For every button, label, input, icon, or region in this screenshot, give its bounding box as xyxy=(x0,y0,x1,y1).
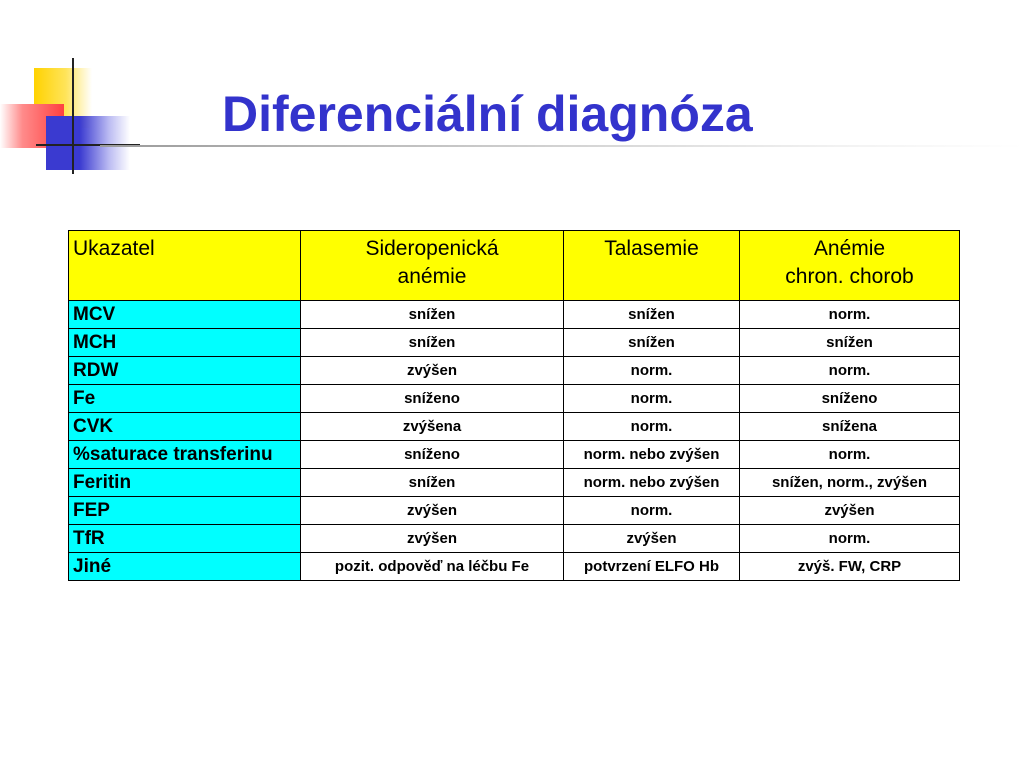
table-cell: sníženo xyxy=(301,441,564,469)
table-cell: zvýšen xyxy=(564,525,740,553)
header-text: chron. chorob xyxy=(785,265,914,288)
row-label: RDW xyxy=(69,357,301,385)
slide-decoration-logo xyxy=(0,0,140,180)
table-cell: zvýšen xyxy=(740,497,960,525)
table-cell: zvýš. FW, CRP xyxy=(740,553,960,581)
row-label: TfR xyxy=(69,525,301,553)
header-cell-chronic-disease xyxy=(740,231,960,301)
title-underline-rule xyxy=(100,145,1024,147)
header-text: anémie xyxy=(397,265,467,288)
slide-title: Diferenciální diagnóza xyxy=(222,86,753,142)
table-cell: snížen xyxy=(301,469,564,497)
row-label: CVK xyxy=(69,413,301,441)
table-cell: norm. nebo zvýšen xyxy=(564,441,740,469)
table-cell: norm. xyxy=(564,357,740,385)
table-cell: snížen xyxy=(301,301,564,329)
table-cell: snížen xyxy=(301,329,564,357)
table-row xyxy=(69,413,960,441)
row-label: MCV xyxy=(69,301,301,329)
table-cell: snížen, norm., zvýšen xyxy=(740,469,960,497)
header-text: Sideropenická xyxy=(365,237,499,260)
table-cell: norm. xyxy=(740,357,960,385)
row-label: %saturace transferinu xyxy=(69,441,301,469)
table-cell: snížena xyxy=(740,413,960,441)
table-row xyxy=(69,553,960,581)
row-label: Jiné xyxy=(69,553,301,581)
decoration-vertical-line xyxy=(72,58,74,174)
table-cell: potvrzení ELFO Hb xyxy=(564,553,740,581)
decoration-blue-square xyxy=(46,116,130,170)
table-cell: norm. xyxy=(564,413,740,441)
header-cell-thalassemia xyxy=(564,231,740,301)
header-text: Ukazatel xyxy=(73,237,155,260)
table-row xyxy=(69,441,960,469)
row-label: MCH xyxy=(69,329,301,357)
row-label: FEP xyxy=(69,497,301,525)
table-cell: zvýšena xyxy=(301,413,564,441)
table-cell: norm. xyxy=(564,385,740,413)
table-cell: norm. xyxy=(740,525,960,553)
table-row xyxy=(69,301,960,329)
table-cell: norm. xyxy=(740,441,960,469)
table-row xyxy=(69,357,960,385)
row-label: Fe xyxy=(69,385,301,413)
differential-diagnosis-table xyxy=(68,230,960,581)
table-row xyxy=(69,525,960,553)
table-cell: zvýšen xyxy=(301,497,564,525)
table-cell: zvýšen xyxy=(301,357,564,385)
table-cell: norm. xyxy=(740,301,960,329)
table-cell: sníženo xyxy=(301,385,564,413)
header-text: Anémie xyxy=(813,237,886,260)
table-row xyxy=(69,497,960,525)
header-cell-indicator xyxy=(69,231,301,301)
table-cell: sníženo xyxy=(740,385,960,413)
table-cell: zvýšen xyxy=(301,525,564,553)
table-header-row xyxy=(69,231,960,301)
table-cell: norm. xyxy=(564,497,740,525)
table-cell: norm. nebo zvýšen xyxy=(564,469,740,497)
table-cell: snížen xyxy=(564,301,740,329)
header-cell-sideropenic xyxy=(301,231,564,301)
row-label: Feritin xyxy=(69,469,301,497)
table-cell: snížen xyxy=(740,329,960,357)
table-cell: snížen xyxy=(564,329,740,357)
table-row xyxy=(69,469,960,497)
header-text: Talasemie xyxy=(604,237,699,260)
table-row xyxy=(69,329,960,357)
table-cell: pozit. odpověď na léčbu Fe xyxy=(301,553,564,581)
table-row xyxy=(69,385,960,413)
